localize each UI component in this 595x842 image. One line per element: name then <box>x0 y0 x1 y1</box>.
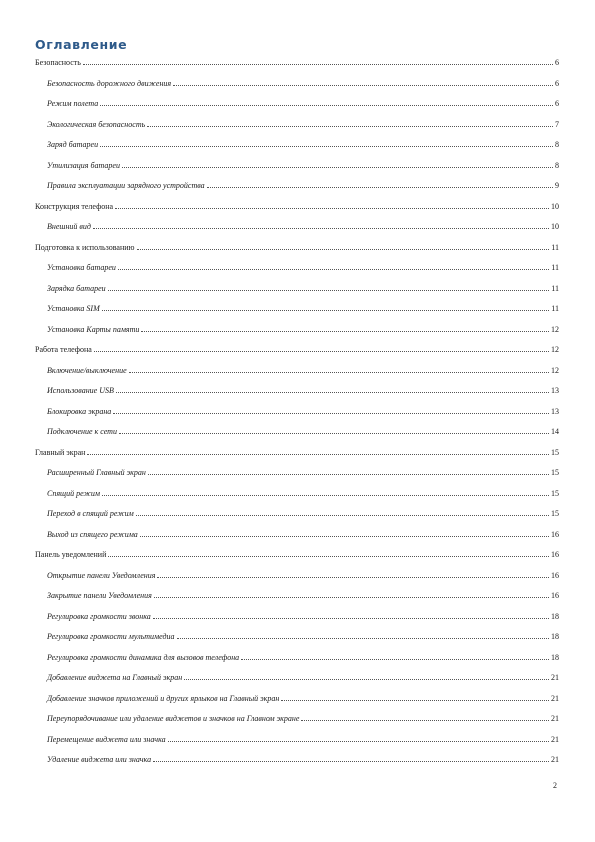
toc-entry-label: Включение/выключение <box>47 365 127 375</box>
toc-entry-page: 9 <box>555 181 559 190</box>
toc-entry-page: 11 <box>551 263 559 272</box>
dot-leader <box>100 146 553 147</box>
dot-leader <box>136 515 549 516</box>
toc-entry[interactable] <box>47 590 559 601</box>
toc-entry[interactable] <box>47 693 559 704</box>
toc-entry[interactable] <box>47 426 559 437</box>
dot-leader <box>148 474 549 475</box>
toc-entry-page: 12 <box>551 324 559 334</box>
dot-leader <box>184 679 549 680</box>
toc-entry-page: 18 <box>551 652 559 662</box>
toc-entry-label: Открытие панели Уведомления <box>47 570 156 580</box>
toc-entry-label: Подготовка к использованию <box>35 242 135 252</box>
dot-leader <box>129 372 549 373</box>
toc-entry[interactable] <box>47 365 559 376</box>
toc-title: Оглавление <box>35 37 128 52</box>
dot-leader <box>102 310 550 311</box>
toc-entry-page: 15 <box>551 509 559 518</box>
dot-leader <box>102 495 549 496</box>
toc-entry-page: 13 <box>551 406 559 416</box>
toc-entry[interactable] <box>47 98 559 109</box>
toc-entry-page: 21 <box>551 714 559 723</box>
toc-entry-label: Утилизация батареи <box>47 160 120 170</box>
toc-entry-label: Установка SIM <box>47 304 100 313</box>
dot-leader <box>93 228 549 229</box>
toc-entry[interactable] <box>47 78 559 89</box>
toc-entry-label: Удаление виджета или значка <box>47 755 152 764</box>
toc-entry-page: 8 <box>555 140 559 149</box>
toc-entry-page: 15 <box>551 468 559 477</box>
toc-entry[interactable] <box>47 631 559 642</box>
toc-entry-label: Подключение к сети <box>47 427 117 436</box>
toc-entry-page: 21 <box>551 693 559 703</box>
dot-leader <box>281 700 549 701</box>
toc-entry[interactable] <box>47 406 559 417</box>
toc-entry-page: 15 <box>551 488 559 498</box>
dot-leader <box>141 331 549 332</box>
toc-entry-label: Расширенный Главный экран <box>47 468 146 477</box>
dot-leader <box>153 618 549 619</box>
toc-entry[interactable] <box>47 221 559 232</box>
toc-entry[interactable] <box>47 119 559 130</box>
dot-leader <box>108 556 549 557</box>
toc-entry-page: 12 <box>551 345 559 354</box>
toc-entry-label: Безопасность <box>35 58 81 67</box>
toc-entry-label: Безопасность дорожного движения <box>47 78 172 88</box>
toc-entry-label: Перемещение виджета или значка <box>47 734 166 744</box>
toc-entry-label: Добавление значков приложений и других ярлыков на Главный экран <box>47 693 280 703</box>
dot-leader <box>118 269 549 270</box>
dot-leader <box>113 413 549 414</box>
toc-entry-page: 21 <box>551 734 559 744</box>
page-number: 2 <box>553 781 557 790</box>
toc-entry[interactable] <box>47 385 559 396</box>
dot-leader <box>153 761 549 762</box>
toc-entry-label: Регулировка громкости динамика для вызовов телефона <box>47 652 240 662</box>
toc-entry-label: Внешний вид <box>47 222 91 231</box>
toc-entry-page: 21 <box>551 755 559 764</box>
toc-entry-page: 16 <box>551 550 559 559</box>
toc-entry[interactable] <box>47 754 559 765</box>
toc-entry-label: Зарядка батареи <box>47 283 106 293</box>
toc-entry-label: Заряд батареи <box>47 140 99 149</box>
toc-entry[interactable] <box>35 549 559 560</box>
dot-leader <box>154 597 549 598</box>
toc-entry[interactable] <box>47 488 559 499</box>
toc-entry-page: 11 <box>551 242 559 252</box>
toc-entry[interactable] <box>35 242 559 253</box>
toc-entry[interactable] <box>47 283 559 294</box>
dot-leader <box>173 85 553 86</box>
toc-entry-page: 6 <box>555 99 559 108</box>
dot-leader <box>116 392 549 393</box>
dot-leader <box>108 290 550 291</box>
toc-entry[interactable] <box>47 529 559 540</box>
toc-entry[interactable] <box>47 467 559 478</box>
toc-entry-page: 11 <box>551 304 559 313</box>
toc-entry-label: Добавление виджета на Главный экран <box>47 673 183 682</box>
toc-entry-label: Переупорядочивание или удаление виджетов и значков на Главном экране <box>47 714 300 723</box>
toc-entry-page: 10 <box>551 222 559 231</box>
dot-leader <box>207 187 553 188</box>
toc-entry[interactable] <box>47 180 559 191</box>
toc-entry-label: Установка батареи <box>47 263 116 272</box>
dot-leader <box>119 433 549 434</box>
toc-entry[interactable] <box>47 139 559 150</box>
toc-entry-label: Экологическая безопасность <box>47 119 146 129</box>
toc-entry-page: 7 <box>555 119 559 129</box>
toc-entry-page: 6 <box>555 78 559 88</box>
dot-leader <box>140 536 549 537</box>
toc-entry[interactable] <box>47 734 559 745</box>
toc-entry[interactable] <box>47 672 559 683</box>
toc-entry-label: Работа телефона <box>35 345 92 354</box>
toc-entry-label: Регулировка громкости звонка <box>47 611 151 621</box>
dot-leader <box>168 741 549 742</box>
dot-leader <box>147 126 553 127</box>
toc-entry[interactable] <box>35 344 559 355</box>
toc-entry-label: Регулировка громкости мультимедиа <box>47 632 175 641</box>
toc-entry-label: Конструкция телефона <box>35 201 114 211</box>
dot-leader <box>100 105 553 106</box>
toc-entry[interactable] <box>47 508 559 519</box>
toc-entry-page: 16 <box>551 529 559 539</box>
dot-leader <box>83 64 553 65</box>
dot-leader <box>137 249 550 250</box>
toc-entry-label: Установка Карты памяти <box>47 324 140 334</box>
toc-entry-page: 8 <box>555 160 559 170</box>
toc-entry[interactable] <box>35 447 559 458</box>
toc-entry-label: Спящий режим <box>47 488 100 498</box>
toc-entry[interactable] <box>47 713 559 724</box>
toc-entry-label: Выход из спящего режима <box>47 529 138 539</box>
toc-entry[interactable] <box>47 324 559 335</box>
toc-entry-page: 11 <box>551 283 559 293</box>
dot-leader <box>301 720 549 721</box>
toc-entry-label: Закрытие панели Уведомления <box>47 591 152 600</box>
toc-entry[interactable] <box>35 201 559 212</box>
dot-leader <box>87 454 549 455</box>
toc-entry-label: Главный экран <box>35 447 86 457</box>
toc-entry-page: 15 <box>551 447 559 457</box>
toc-entry-label: Правила эксплуатации зарядного устройства <box>47 181 205 190</box>
dot-leader <box>115 208 549 209</box>
toc-entry-page: 16 <box>551 570 559 580</box>
dot-leader <box>94 351 549 352</box>
toc-entry-label: Режим полета <box>47 99 99 108</box>
toc-entry-page: 18 <box>551 632 559 641</box>
toc-entry-page: 21 <box>551 673 559 682</box>
toc-entry[interactable] <box>47 570 559 581</box>
dot-leader <box>241 659 549 660</box>
dot-leader <box>177 638 549 639</box>
toc-entry[interactable] <box>47 303 559 314</box>
toc-entry[interactable] <box>35 57 559 68</box>
toc-entry-label: Переход в спящий режим <box>47 509 134 518</box>
toc-entry[interactable] <box>47 611 559 622</box>
toc-entry[interactable] <box>47 160 559 171</box>
toc-entry[interactable] <box>47 652 559 663</box>
toc-entry-page: 6 <box>555 58 559 67</box>
toc-entry-page: 16 <box>551 591 559 600</box>
toc-entry-label: Панель уведомлений <box>35 550 107 559</box>
dot-leader <box>122 167 553 168</box>
toc-entry-page: 13 <box>551 386 559 395</box>
toc-entry-page: 12 <box>551 365 559 375</box>
toc-entry-page: 18 <box>551 611 559 621</box>
toc-entry-page: 10 <box>551 201 559 211</box>
toc-entry-page: 14 <box>551 427 559 436</box>
toc-entry[interactable] <box>47 262 559 273</box>
dot-leader <box>157 577 549 578</box>
toc-entry-label: Использование USB <box>47 386 114 395</box>
toc-entry-label: Блокировка экрана <box>47 406 112 416</box>
